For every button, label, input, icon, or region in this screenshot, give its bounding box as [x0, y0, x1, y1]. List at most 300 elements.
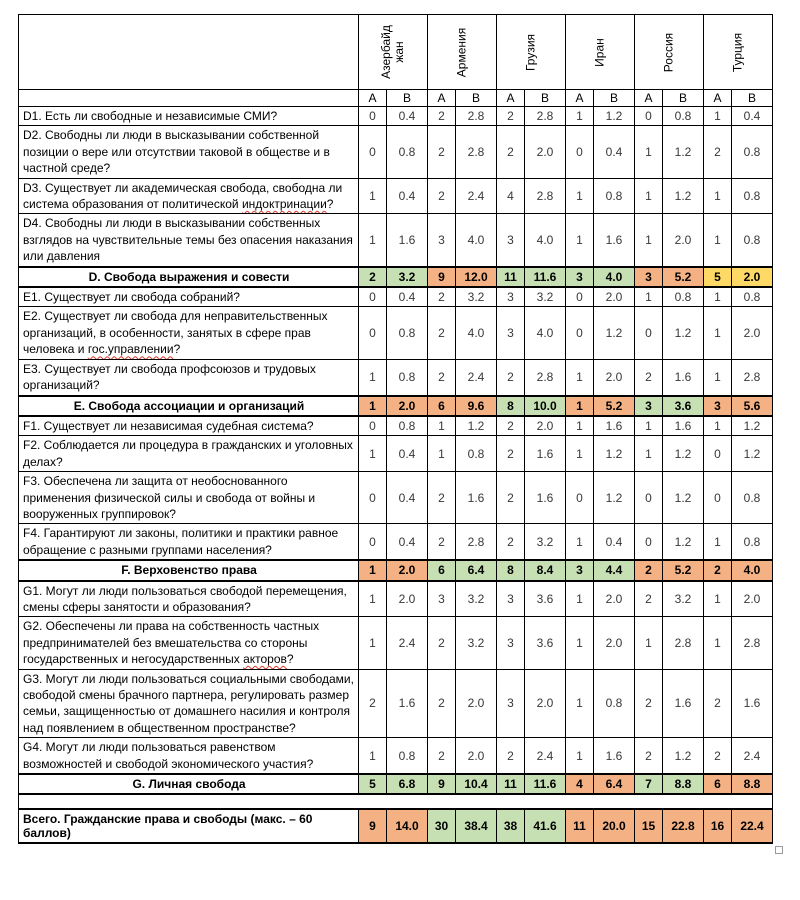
- score-cell[interactable]: 2.0: [387, 560, 428, 580]
- score-cell[interactable]: 1: [566, 359, 594, 395]
- score-cell[interactable]: 10.0: [525, 396, 566, 416]
- score-cell[interactable]: 14.0: [387, 809, 428, 843]
- score-cell[interactable]: 1.2: [594, 436, 635, 472]
- score-cell[interactable]: 0: [635, 107, 663, 126]
- score-cell[interactable]: 2.0: [594, 287, 635, 307]
- score-cell[interactable]: 9: [428, 267, 456, 287]
- score-cell[interactable]: 1: [635, 617, 663, 669]
- score-cell[interactable]: 2: [635, 560, 663, 580]
- question-row: [19, 416, 773, 436]
- country-label: Азербайджан: [379, 25, 406, 79]
- score-cell[interactable]: 20.0: [594, 809, 635, 843]
- score-cell[interactable]: 0.8: [663, 107, 704, 126]
- country-label-wrap: [704, 16, 772, 89]
- score-cell[interactable]: 11: [497, 267, 525, 287]
- country-header[interactable]: [497, 15, 566, 90]
- score-cell[interactable]: 5.6: [732, 396, 773, 416]
- question-label[interactable]: G4. Могут ли люди пользоваться равенством возможностей и свободой экономического участия?: [19, 738, 359, 774]
- score-cell[interactable]: 0.4: [387, 107, 428, 126]
- score-cell[interactable]: 2.4: [387, 617, 428, 669]
- score-cell[interactable]: 2.0: [456, 738, 497, 774]
- score-cell[interactable]: 3.2: [456, 581, 497, 617]
- question-label[interactable]: D4. Свободны ли люди в высказывании собственных взглядов на чувствительные темы без опасения наказания или давления: [19, 214, 359, 267]
- question-label[interactable]: F3. Обеспечена ли защита от необоснованного применения физической силы и свобода от войны и вооруженных группировок?: [19, 472, 359, 524]
- score-cell[interactable]: 6: [704, 774, 732, 794]
- subheader-cell[interactable]: A: [359, 90, 387, 107]
- score-cell[interactable]: 0: [635, 472, 663, 524]
- score-cell[interactable]: 3: [635, 396, 663, 416]
- score-cell[interactable]: 0.8: [387, 359, 428, 395]
- score-cell[interactable]: 1: [704, 107, 732, 126]
- score-cell[interactable]: 1.2: [732, 436, 773, 472]
- question-label[interactable]: E3. Существует ли свобода профсоюзов и трудовых организаций?: [19, 359, 359, 395]
- score-cell[interactable]: 6.8: [387, 774, 428, 794]
- score-cell[interactable]: 1.6: [663, 669, 704, 738]
- score-cell[interactable]: 2.0: [525, 416, 566, 436]
- score-cell[interactable]: 41.6: [525, 809, 566, 843]
- score-cell[interactable]: 2.0: [594, 617, 635, 669]
- question-row: [19, 107, 773, 126]
- score-cell[interactable]: 1: [566, 738, 594, 774]
- score-cell[interactable]: 0.8: [732, 472, 773, 524]
- score-cell[interactable]: 0: [359, 416, 387, 436]
- score-cell[interactable]: 1.2: [456, 416, 497, 436]
- score-cell[interactable]: 1: [704, 287, 732, 307]
- total-label[interactable]: Всего. Гражданские права и свободы (макс. – 60 баллов): [19, 809, 359, 843]
- score-cell[interactable]: 1: [359, 738, 387, 774]
- question-label[interactable]: D3. Существует ли академическая свобода, свободна ли система образования от политической индоктринации?: [19, 178, 359, 214]
- score-cell[interactable]: 2: [497, 416, 525, 436]
- score-cell[interactable]: 9: [359, 809, 387, 843]
- country-label: Турция: [730, 32, 745, 72]
- score-cell[interactable]: 38: [497, 809, 525, 843]
- score-cell[interactable]: 8.4: [525, 560, 566, 580]
- score-cell[interactable]: 1: [566, 416, 594, 436]
- country-header[interactable]: [566, 15, 635, 90]
- score-cell[interactable]: 6.4: [456, 560, 497, 580]
- score-cell[interactable]: 11.6: [525, 774, 566, 794]
- score-cell[interactable]: 0: [566, 307, 594, 359]
- score-cell[interactable]: 0.8: [732, 178, 773, 214]
- score-cell[interactable]: 0.4: [387, 287, 428, 307]
- question-label[interactable]: F4. Гарантируют ли законы, политики и практики равное обращение с разными группами населения?: [19, 524, 359, 560]
- score-cell[interactable]: 2.0: [594, 581, 635, 617]
- score-cell[interactable]: 1.2: [732, 416, 773, 436]
- summary-label[interactable]: F. Верховенство права: [19, 560, 359, 580]
- score-cell[interactable]: 1.2: [663, 472, 704, 524]
- subheader-cell[interactable]: A: [428, 90, 456, 107]
- score-cell[interactable]: 4.0: [456, 307, 497, 359]
- score-cell[interactable]: 3: [428, 581, 456, 617]
- score-cell[interactable]: 7: [635, 774, 663, 794]
- score-cell[interactable]: 2: [497, 524, 525, 560]
- score-cell[interactable]: 2.0: [732, 307, 773, 359]
- question-label[interactable]: G1. Могут ли люди пользоваться свободой перемещения, смены сферы занятости и образования?: [19, 581, 359, 617]
- score-cell[interactable]: 0.4: [387, 178, 428, 214]
- score-cell[interactable]: 3.2: [456, 617, 497, 669]
- table-header: [19, 15, 773, 107]
- score-cell[interactable]: 1: [635, 178, 663, 214]
- score-cell[interactable]: 2: [497, 107, 525, 126]
- score-cell[interactable]: 2.8: [732, 359, 773, 395]
- score-cell[interactable]: 1.2: [663, 738, 704, 774]
- score-cell[interactable]: 3: [497, 617, 525, 669]
- score-cell[interactable]: 1: [359, 581, 387, 617]
- score-cell[interactable]: 1.6: [525, 472, 566, 524]
- score-cell[interactable]: 2: [428, 178, 456, 214]
- score-cell[interactable]: 4.0: [594, 267, 635, 287]
- score-cell[interactable]: 16: [704, 809, 732, 843]
- score-cell[interactable]: 2.8: [525, 107, 566, 126]
- score-cell[interactable]: 1: [635, 287, 663, 307]
- score-cell[interactable]: 2.0: [732, 581, 773, 617]
- score-cell[interactable]: 0: [704, 472, 732, 524]
- score-cell[interactable]: 5.2: [663, 560, 704, 580]
- score-cell[interactable]: 1: [566, 617, 594, 669]
- score-cell[interactable]: 1: [566, 214, 594, 267]
- score-cell[interactable]: 1.2: [663, 178, 704, 214]
- subheader-cell[interactable]: B: [732, 90, 773, 107]
- score-cell[interactable]: 11.6: [525, 267, 566, 287]
- score-cell[interactable]: 2: [497, 126, 525, 178]
- score-cell[interactable]: 2.0: [525, 126, 566, 178]
- score-cell[interactable]: 2: [704, 126, 732, 178]
- score-cell[interactable]: 1: [566, 436, 594, 472]
- score-cell[interactable]: 1.6: [594, 738, 635, 774]
- score-cell[interactable]: 0.4: [594, 524, 635, 560]
- score-cell[interactable]: 3: [704, 396, 732, 416]
- score-cell[interactable]: 2.8: [732, 617, 773, 669]
- score-cell[interactable]: 2.4: [732, 738, 773, 774]
- score-cell[interactable]: 0.4: [387, 524, 428, 560]
- score-cell[interactable]: 0.8: [594, 178, 635, 214]
- score-cell[interactable]: 1.6: [732, 669, 773, 738]
- score-cell[interactable]: 0.8: [456, 436, 497, 472]
- score-cell[interactable]: 30: [428, 809, 456, 843]
- score-cell[interactable]: 0: [566, 472, 594, 524]
- score-cell[interactable]: 1.6: [594, 214, 635, 267]
- score-cell[interactable]: 2: [704, 560, 732, 580]
- score-cell[interactable]: 3: [566, 560, 594, 580]
- score-cell[interactable]: 2.8: [456, 524, 497, 560]
- score-cell[interactable]: 0.4: [387, 472, 428, 524]
- score-cell[interactable]: 3: [497, 581, 525, 617]
- score-cell[interactable]: 3.2: [387, 267, 428, 287]
- score-cell[interactable]: 1: [359, 359, 387, 395]
- score-cell[interactable]: 2: [497, 472, 525, 524]
- score-cell[interactable]: 3: [497, 307, 525, 359]
- score-cell[interactable]: 1: [566, 178, 594, 214]
- score-cell[interactable]: 1: [359, 214, 387, 267]
- score-cell[interactable]: 1: [635, 436, 663, 472]
- score-cell[interactable]: 0: [704, 436, 732, 472]
- question-label[interactable]: G2. Обеспечены ли права на собственность частных предпринимателей без вмешательства со стороны государственных и негосударственных акторов?: [19, 617, 359, 669]
- score-cell[interactable]: 10.4: [456, 774, 497, 794]
- score-cell[interactable]: 5: [359, 774, 387, 794]
- score-cell[interactable]: 0.8: [387, 307, 428, 359]
- score-cell[interactable]: 1: [359, 617, 387, 669]
- score-cell[interactable]: 3.2: [525, 524, 566, 560]
- subheader-cell[interactable]: A: [497, 90, 525, 107]
- score-cell[interactable]: 9.6: [456, 396, 497, 416]
- score-cell[interactable]: 1: [428, 436, 456, 472]
- question-label[interactable]: D2. Свободны ли люди в высказывании собственной позиции о вере или отсутствии таковой в обществе и в частной среде?: [19, 126, 359, 178]
- score-cell[interactable]: 2: [497, 359, 525, 395]
- score-cell[interactable]: 2.8: [456, 126, 497, 178]
- score-cell[interactable]: 2: [359, 669, 387, 738]
- score-cell[interactable]: 2: [428, 359, 456, 395]
- score-cell[interactable]: 0.8: [732, 524, 773, 560]
- score-cell[interactable]: 2.4: [456, 359, 497, 395]
- summary-row: [19, 560, 773, 580]
- score-cell[interactable]: 3.6: [525, 581, 566, 617]
- score-cell[interactable]: 0.8: [594, 669, 635, 738]
- score-cell[interactable]: 3: [428, 214, 456, 267]
- score-cell[interactable]: 2.0: [663, 214, 704, 267]
- score-cell[interactable]: 3: [497, 287, 525, 307]
- score-cell[interactable]: 4.0: [525, 307, 566, 359]
- score-cell[interactable]: 3.2: [525, 287, 566, 307]
- score-cell[interactable]: 2: [428, 307, 456, 359]
- score-cell[interactable]: 1: [704, 178, 732, 214]
- score-cell[interactable]: 1.2: [663, 307, 704, 359]
- question-label[interactable]: D1. Есть ли свободные и независимые СМИ?: [19, 107, 359, 126]
- score-cell[interactable]: 2: [428, 472, 456, 524]
- score-cell[interactable]: 0: [359, 472, 387, 524]
- score-cell[interactable]: 4.0: [732, 560, 773, 580]
- score-cell[interactable]: 6.4: [594, 774, 635, 794]
- country-header-row: [19, 15, 773, 90]
- score-cell[interactable]: 2: [428, 287, 456, 307]
- corner-cell[interactable]: [19, 15, 359, 90]
- score-cell[interactable]: 1: [428, 416, 456, 436]
- score-cell[interactable]: 1: [566, 396, 594, 416]
- score-cell[interactable]: 8.8: [663, 774, 704, 794]
- score-cell[interactable]: 12.0: [456, 267, 497, 287]
- score-cell[interactable]: 1: [359, 396, 387, 416]
- score-cell[interactable]: 0: [566, 126, 594, 178]
- score-cell[interactable]: 1: [566, 107, 594, 126]
- score-cell[interactable]: 3.6: [525, 617, 566, 669]
- score-cell[interactable]: 1: [359, 560, 387, 580]
- separator-cell[interactable]: [19, 794, 773, 809]
- score-cell[interactable]: 1.6: [594, 416, 635, 436]
- score-cell[interactable]: 2.4: [525, 738, 566, 774]
- score-cell[interactable]: 5.2: [594, 396, 635, 416]
- score-cell[interactable]: 1: [566, 581, 594, 617]
- score-cell[interactable]: 22.4: [732, 809, 773, 843]
- country-header[interactable]: [635, 15, 704, 90]
- score-cell[interactable]: 2: [428, 669, 456, 738]
- country-label: Армения: [454, 27, 469, 77]
- score-cell[interactable]: 4.0: [525, 214, 566, 267]
- score-cell[interactable]: 2: [428, 617, 456, 669]
- score-cell[interactable]: 2: [635, 738, 663, 774]
- score-cell[interactable]: 3: [497, 669, 525, 738]
- subheader-cell[interactable]: B: [456, 90, 497, 107]
- summary-row: [19, 396, 773, 416]
- score-cell[interactable]: 1.2: [594, 107, 635, 126]
- question-label[interactable]: E2. Существует ли свобода для неправительственных организаций, в особенности, занятых в сфере прав человека и гос.управлении?: [19, 307, 359, 359]
- question-label[interactable]: F1. Существует ли независимая судебная система?: [19, 416, 359, 436]
- score-cell[interactable]: 3: [566, 267, 594, 287]
- question-row: [19, 436, 773, 472]
- score-cell[interactable]: 4.4: [594, 560, 635, 580]
- question-row: [19, 617, 773, 669]
- score-cell[interactable]: 0.8: [387, 126, 428, 178]
- subheader-empty-cell[interactable]: [19, 90, 359, 107]
- question-label[interactable]: G3. Могут ли люди пользоваться социальными свободами, свободой смены брачного партнера, регулировать размер семьи, защищенностью от домашнего насилия и контроля над появлением в общественном пространстве?: [19, 669, 359, 738]
- score-cell[interactable]: 4: [566, 774, 594, 794]
- score-cell[interactable]: 0.8: [732, 287, 773, 307]
- score-cell[interactable]: 5.2: [663, 267, 704, 287]
- score-cell[interactable]: 0.4: [732, 107, 773, 126]
- score-cell[interactable]: 0.8: [663, 287, 704, 307]
- score-cell[interactable]: 8.8: [732, 774, 773, 794]
- score-cell[interactable]: 1: [635, 416, 663, 436]
- score-cell[interactable]: 2: [635, 669, 663, 738]
- score-cell[interactable]: 11: [566, 809, 594, 843]
- score-cell[interactable]: 2.0: [594, 359, 635, 395]
- score-cell[interactable]: 3.6: [663, 396, 704, 416]
- score-cell[interactable]: 0: [635, 524, 663, 560]
- score-cell[interactable]: 2.8: [525, 359, 566, 395]
- score-cell[interactable]: 2.0: [387, 396, 428, 416]
- score-cell[interactable]: 1.6: [663, 416, 704, 436]
- score-cell[interactable]: 1: [566, 669, 594, 738]
- question-label[interactable]: F2. Соблюдается ли процедура в гражданских и уголовных делах?: [19, 436, 359, 472]
- score-cell[interactable]: 1.2: [663, 126, 704, 178]
- object-anchor-marker[interactable]: [775, 846, 783, 854]
- score-cell[interactable]: 2.0: [456, 669, 497, 738]
- score-cell[interactable]: 0.8: [387, 738, 428, 774]
- score-cell[interactable]: 1: [704, 214, 732, 267]
- score-cell[interactable]: 1: [359, 436, 387, 472]
- score-cell[interactable]: 1.6: [387, 669, 428, 738]
- score-cell[interactable]: 2.4: [456, 178, 497, 214]
- score-cell[interactable]: 9: [428, 774, 456, 794]
- score-cell[interactable]: 1.2: [663, 436, 704, 472]
- country-label-wrap: [428, 16, 496, 89]
- score-cell[interactable]: 2: [497, 738, 525, 774]
- score-cell[interactable]: 1.6: [387, 214, 428, 267]
- score-cell[interactable]: 1.6: [456, 472, 497, 524]
- score-cell[interactable]: 1: [704, 617, 732, 669]
- score-cell[interactable]: 2: [635, 581, 663, 617]
- score-cell[interactable]: 6: [428, 396, 456, 416]
- score-cell[interactable]: 0: [359, 307, 387, 359]
- score-cell[interactable]: 1.6: [525, 436, 566, 472]
- country-header[interactable]: [428, 15, 497, 90]
- score-cell[interactable]: 2: [428, 126, 456, 178]
- score-cell[interactable]: 2: [428, 107, 456, 126]
- subheader-cell[interactable]: B: [525, 90, 566, 107]
- subheader-cell[interactable]: B: [594, 90, 635, 107]
- score-cell[interactable]: 22.8: [663, 809, 704, 843]
- country-header[interactable]: [704, 15, 773, 90]
- score-cell[interactable]: 1: [704, 581, 732, 617]
- score-cell[interactable]: 1: [704, 359, 732, 395]
- score-cell[interactable]: 2: [428, 738, 456, 774]
- score-cell[interactable]: 4.0: [456, 214, 497, 267]
- score-cell[interactable]: 2: [704, 738, 732, 774]
- score-cell[interactable]: 11: [497, 774, 525, 794]
- score-cell[interactable]: 3.2: [456, 287, 497, 307]
- question-row: [19, 287, 773, 307]
- score-cell[interactable]: 38.4: [456, 809, 497, 843]
- score-cell[interactable]: 2.8: [525, 178, 566, 214]
- score-cell[interactable]: 1: [359, 178, 387, 214]
- score-cell[interactable]: 1.2: [594, 472, 635, 524]
- subheader-cell[interactable]: A: [704, 90, 732, 107]
- summary-label[interactable]: G. Личная свобода: [19, 774, 359, 794]
- question-row: [19, 359, 773, 395]
- score-cell[interactable]: 3.2: [663, 581, 704, 617]
- score-cell[interactable]: 2: [635, 359, 663, 395]
- score-cell[interactable]: 1: [704, 524, 732, 560]
- score-cell[interactable]: 0.4: [594, 126, 635, 178]
- subheader-cell[interactable]: A: [635, 90, 663, 107]
- score-cell[interactable]: 6: [428, 560, 456, 580]
- score-cell[interactable]: 2.0: [525, 669, 566, 738]
- score-cell[interactable]: 0.8: [732, 214, 773, 267]
- score-cell[interactable]: 15: [635, 809, 663, 843]
- score-cell[interactable]: 0: [359, 126, 387, 178]
- score-cell[interactable]: 0.8: [732, 126, 773, 178]
- score-cell[interactable]: 2.8: [456, 107, 497, 126]
- score-cell[interactable]: 3: [497, 214, 525, 267]
- score-cell[interactable]: 1: [566, 524, 594, 560]
- score-cell[interactable]: 4: [497, 178, 525, 214]
- question-row: [19, 669, 773, 738]
- score-cell[interactable]: 1.6: [663, 359, 704, 395]
- score-cell[interactable]: 8: [497, 560, 525, 580]
- score-cell[interactable]: 2: [359, 267, 387, 287]
- score-cell[interactable]: 0.4: [387, 436, 428, 472]
- score-cell[interactable]: 1: [635, 126, 663, 178]
- score-cell[interactable]: 0: [359, 287, 387, 307]
- country-header[interactable]: [359, 15, 428, 90]
- score-cell[interactable]: 2: [497, 436, 525, 472]
- subheader-cell[interactable]: B: [663, 90, 704, 107]
- score-cell[interactable]: 2: [704, 669, 732, 738]
- separator-row: [19, 794, 773, 809]
- score-cell[interactable]: 0: [359, 107, 387, 126]
- score-cell[interactable]: 1.2: [663, 524, 704, 560]
- score-cell[interactable]: 2.0: [387, 581, 428, 617]
- score-cell[interactable]: 1: [635, 214, 663, 267]
- score-cell[interactable]: 2: [428, 524, 456, 560]
- score-cell[interactable]: 1.2: [594, 307, 635, 359]
- score-cell[interactable]: 2.8: [663, 617, 704, 669]
- subheader-cell[interactable]: B: [387, 90, 428, 107]
- question-row: [19, 178, 773, 214]
- score-cell[interactable]: 0.8: [387, 416, 428, 436]
- score-cell[interactable]: 2.0: [732, 267, 773, 287]
- score-cell[interactable]: 5: [704, 267, 732, 287]
- score-cell[interactable]: 0: [635, 307, 663, 359]
- summary-label[interactable]: D. Свобода выражения и совести: [19, 267, 359, 287]
- score-cell[interactable]: 3: [635, 267, 663, 287]
- score-cell[interactable]: 0: [359, 524, 387, 560]
- score-cell[interactable]: 8: [497, 396, 525, 416]
- summary-label[interactable]: Е. Свобода ассоциации и организаций: [19, 396, 359, 416]
- question-label[interactable]: E1. Существует ли свобода собраний?: [19, 287, 359, 307]
- score-cell[interactable]: 1: [704, 307, 732, 359]
- score-cell[interactable]: 1: [704, 416, 732, 436]
- subheader-cell[interactable]: A: [566, 90, 594, 107]
- score-cell[interactable]: 0: [566, 287, 594, 307]
